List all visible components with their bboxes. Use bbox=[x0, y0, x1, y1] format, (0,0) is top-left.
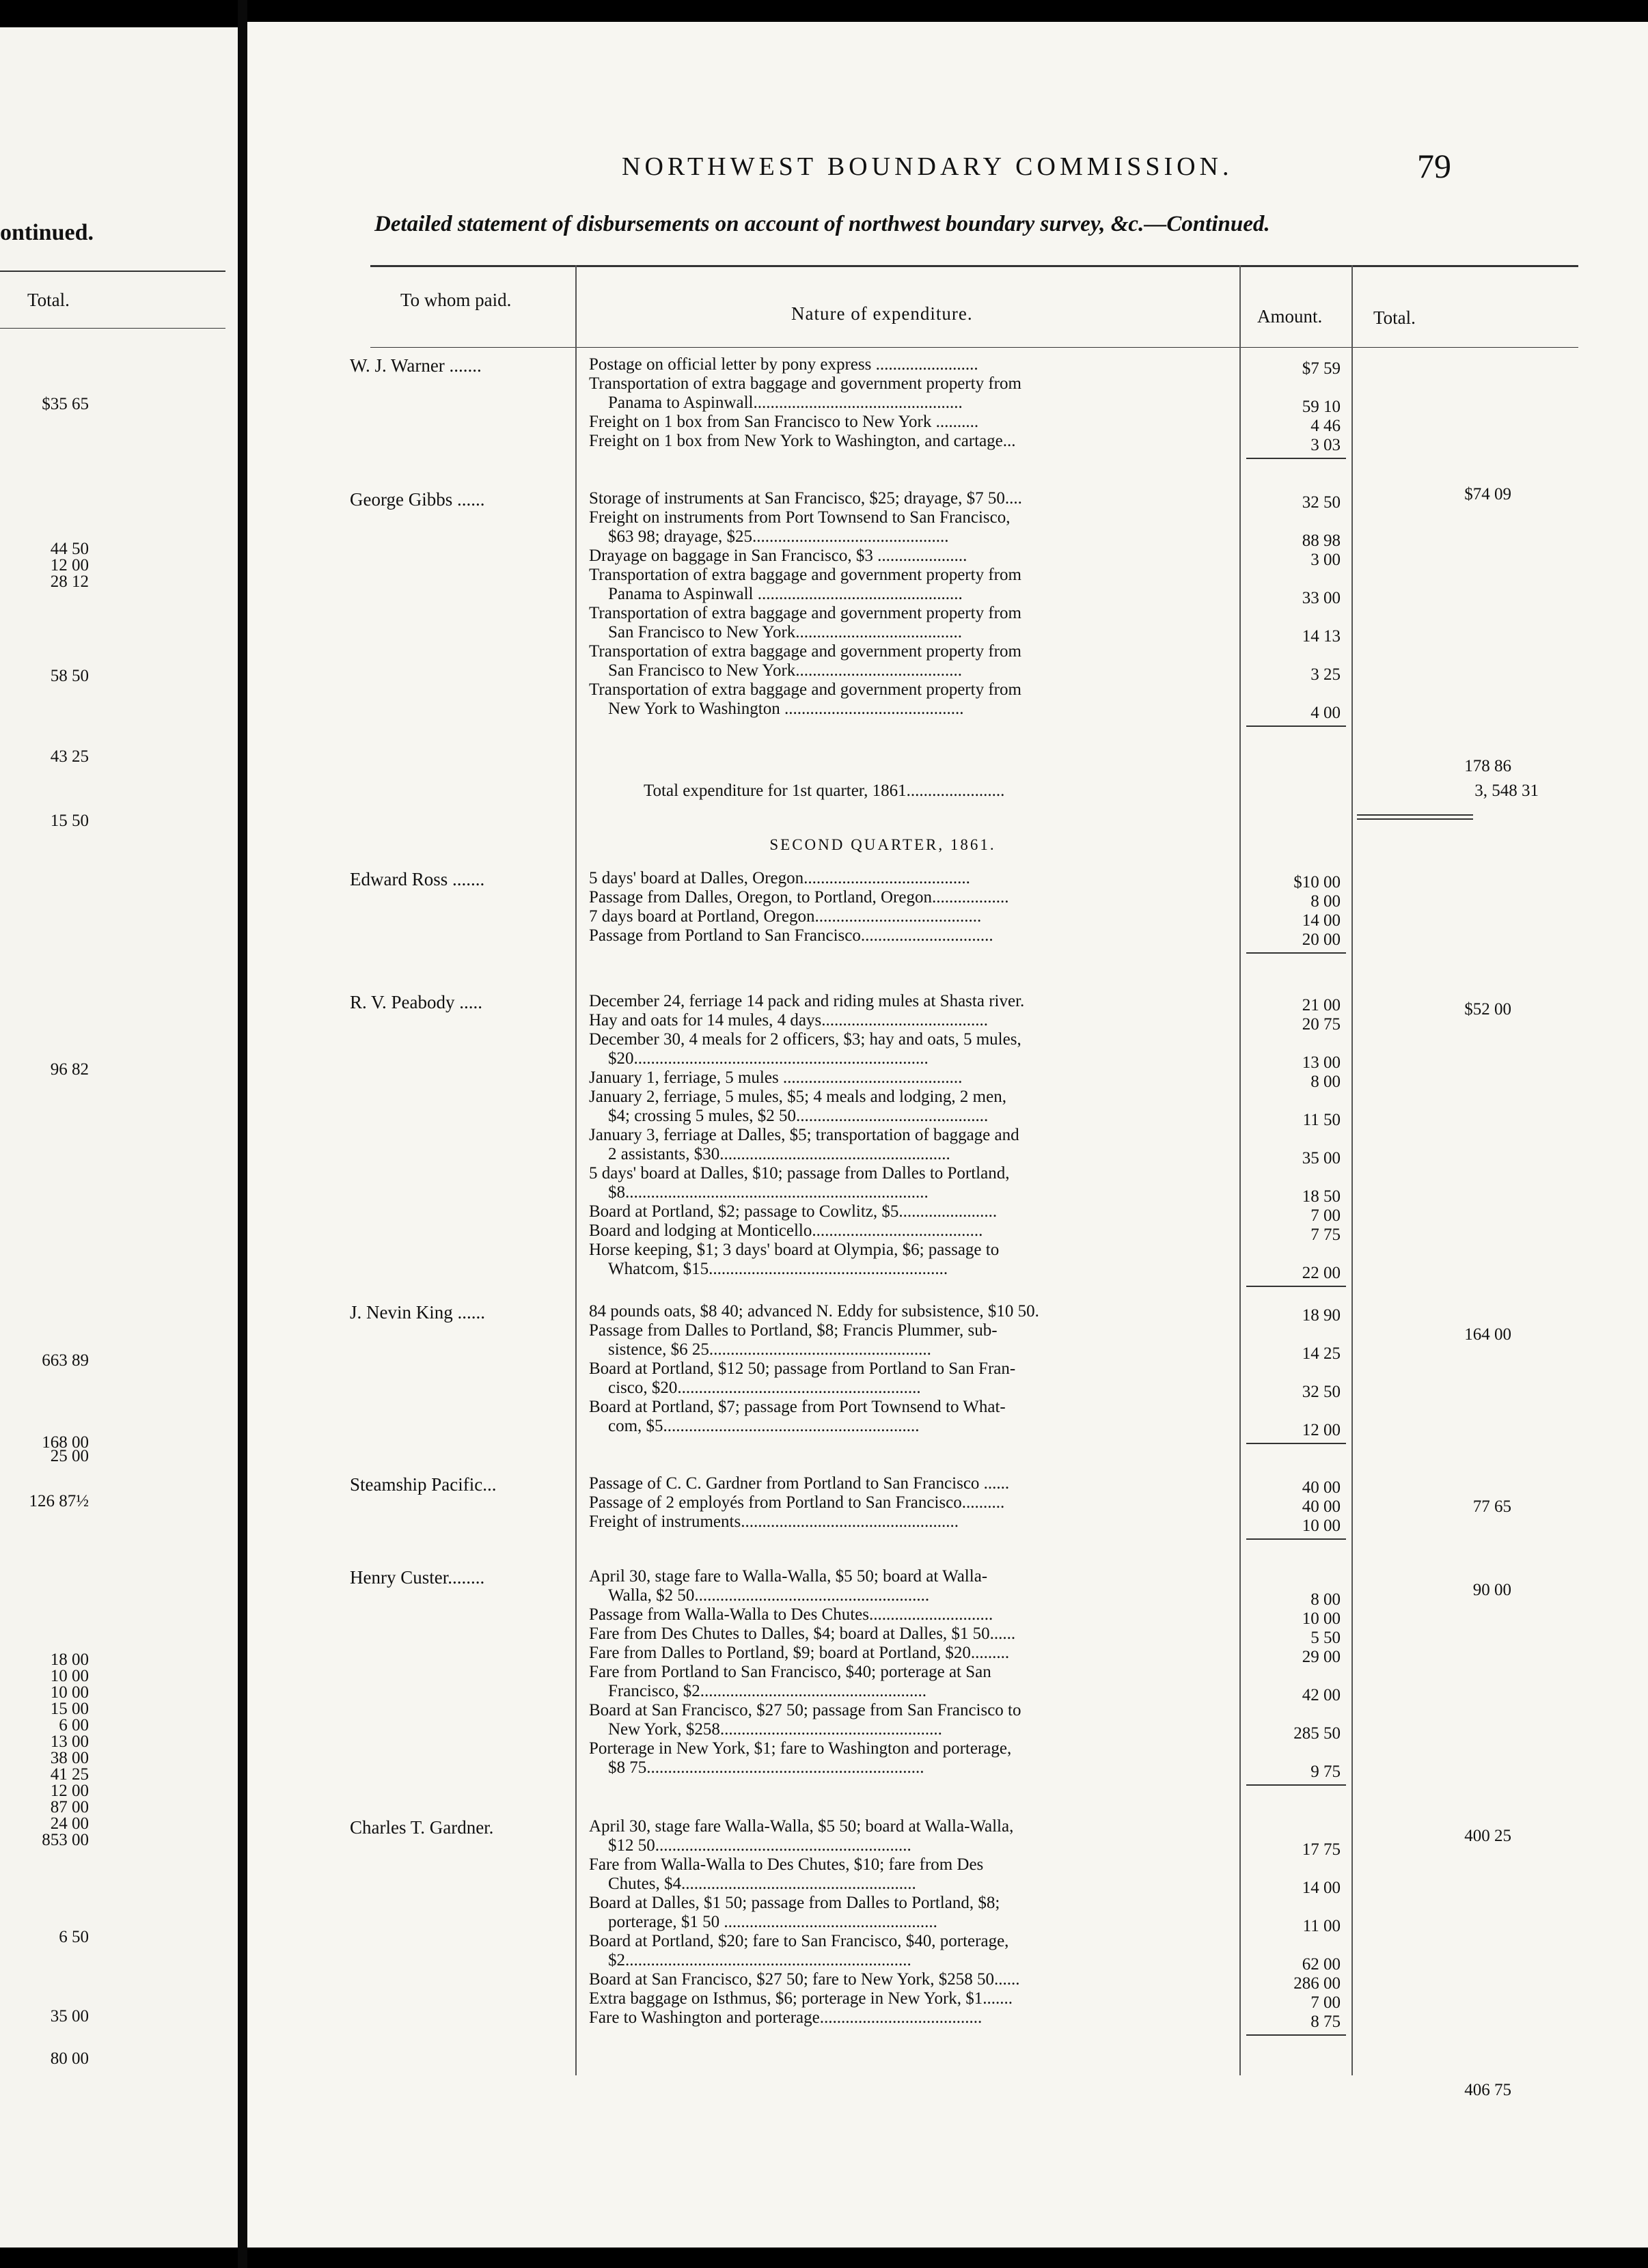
expenditure-line: Storage of instruments at San Francisco, $25; drayage, $7 50.... bbox=[589, 489, 1022, 508]
previous-page-total-value: 58 50 bbox=[50, 667, 89, 685]
expenditure-line: December 24, ferriage 14 pack and riding mules at Shasta river. bbox=[589, 992, 1025, 1010]
previous-page-total-value: 10 00 bbox=[50, 1667, 89, 1685]
amount-cell: 7 00 bbox=[1310, 1993, 1341, 2012]
amount-cell: 14 13 bbox=[1302, 627, 1341, 646]
amount-cell: 14 25 bbox=[1302, 1344, 1341, 1363]
payee-name: R. V. Peabody ..... bbox=[350, 992, 483, 1012]
previous-page-total-value: 10 00 bbox=[50, 1683, 89, 1702]
amount-cell: 8 00 bbox=[1310, 892, 1341, 911]
payee-name: Henry Custer........ bbox=[350, 1567, 485, 1588]
amount-cell: 17 75 bbox=[1302, 1840, 1341, 1859]
amount-cell: $7 59 bbox=[1302, 359, 1341, 378]
expenditure-line: 7 days board at Portland, Oregon....................................... bbox=[589, 907, 982, 926]
expenditure-line: January 3, ferriage at Dalles, $5; transportation of baggage and bbox=[589, 1126, 1019, 1144]
amount-cell: 5 50 bbox=[1310, 1629, 1341, 1647]
expenditure-line: Fare from Walla-Walla to Des Chutes, $10; fare from Des bbox=[589, 1855, 984, 1874]
column-header-payee: To whom paid. bbox=[400, 290, 512, 310]
group-total: 77 65 bbox=[1472, 1497, 1511, 1516]
group-total: 178 86 bbox=[1464, 757, 1511, 775]
expenditure-line: Transportation of extra baggage and government property from bbox=[589, 680, 1021, 699]
expenditure-line: Passage from Dalles to Portland, $8; Francis Plummer, sub- bbox=[589, 1321, 998, 1340]
amount-cell: 11 00 bbox=[1302, 1917, 1341, 1935]
previous-page-total-value: 13 00 bbox=[50, 1732, 89, 1751]
expenditure-line: Fare from Des Chutes to Dalles, $4; board at Dalles, $1 50...... bbox=[589, 1624, 1016, 1643]
group-total: 400 25 bbox=[1464, 1827, 1511, 1845]
previous-page-total-value: 38 00 bbox=[50, 1749, 89, 1767]
expenditure-line: Panama to Aspinwall................................................. bbox=[608, 393, 963, 412]
expenditure-line: Transportation of extra baggage and government property from bbox=[589, 604, 1021, 622]
amount-cell: 285 50 bbox=[1293, 1724, 1341, 1743]
amount-cell: 7 00 bbox=[1310, 1206, 1341, 1225]
expenditure-line: Horse keeping, $1; 3 days' board at Olympia, $6; passage to bbox=[589, 1241, 1000, 1259]
previous-page-total-value: 168 00 bbox=[42, 1433, 89, 1452]
expenditure-line: sistence, $6 25.................................................... bbox=[608, 1340, 931, 1359]
subtotal-rule bbox=[1246, 1538, 1346, 1540]
amount-cell: 3 25 bbox=[1310, 665, 1341, 684]
previous-page-total-value: 87 00 bbox=[50, 1798, 89, 1816]
expenditure-line: December 30, 4 meals for 2 officers, $3; hay and oats, 5 mules, bbox=[589, 1030, 1021, 1049]
expenditure-line: New York to Washington .......................................... bbox=[608, 700, 964, 718]
previous-page-total-value: 18 00 bbox=[50, 1650, 89, 1669]
previous-page-total-value: $35 65 bbox=[42, 395, 89, 413]
amount-cell: 8 00 bbox=[1310, 1590, 1341, 1609]
column-divider bbox=[575, 265, 577, 2075]
subtotal-rule bbox=[1246, 1286, 1346, 1287]
expenditure-line: Francisco, $2..................................................... bbox=[608, 1682, 926, 1700]
previous-page-total-value: 12 00 bbox=[50, 556, 89, 575]
expenditure-line: Chutes, $4....................................................... bbox=[608, 1875, 916, 1893]
previous-page-total-value: 41 25 bbox=[50, 1765, 89, 1784]
amount-cell: 3 03 bbox=[1310, 436, 1341, 454]
amount-cell: 14 00 bbox=[1302, 1879, 1341, 1897]
payee-name: J. Nevin King ...... bbox=[350, 1302, 485, 1323]
amount-cell: 22 00 bbox=[1302, 1264, 1341, 1282]
column-divider bbox=[1351, 265, 1353, 2075]
expenditure-line: cisco, $20......................................................... bbox=[608, 1379, 921, 1397]
subtotal-rule bbox=[1246, 458, 1346, 459]
expenditure-line: Walla, $2 50....................................................... bbox=[608, 1586, 930, 1605]
amount-cell: 13 00 bbox=[1302, 1053, 1341, 1072]
column-divider bbox=[1239, 265, 1241, 2075]
amount-cell: 10 00 bbox=[1302, 1609, 1341, 1628]
expenditure-line: $8....................................................................... bbox=[608, 1183, 929, 1202]
expenditure-line: Passage of C. C. Gardner from Portland to San Francisco ...... bbox=[589, 1474, 1010, 1493]
subtotal-rule bbox=[1246, 2034, 1346, 2036]
payee-name: Steamship Pacific... bbox=[350, 1474, 497, 1495]
group-total: 90 00 bbox=[1472, 1581, 1511, 1599]
amount-cell: 14 00 bbox=[1302, 911, 1341, 930]
expenditure-line: 84 pounds oats, $8 40; advanced N. Eddy for subsistence, $10 50. bbox=[589, 1302, 1039, 1320]
previous-page-total-value: 853 00 bbox=[42, 1831, 89, 1849]
expenditure-line: April 30, stage fare to Walla-Walla, $5 50; board at Walla- bbox=[589, 1567, 988, 1586]
expenditure-line: San Francisco to New York....................................... bbox=[608, 623, 963, 641]
previous-page-rule bbox=[0, 271, 225, 272]
amount-cell: 8 75 bbox=[1310, 2013, 1341, 2031]
previous-page-fragment bbox=[0, 27, 238, 2248]
expenditure-line: January 1, ferriage, 5 mules .......................................... bbox=[589, 1068, 963, 1087]
table-top-rule bbox=[370, 265, 1578, 267]
expenditure-line: Board and lodging at Monticello........................................ bbox=[589, 1221, 983, 1240]
amount-cell: 4 00 bbox=[1310, 704, 1341, 722]
quarter-total-label: Total expenditure for 1st quarter, 1861....................... bbox=[644, 782, 1005, 800]
amount-cell: 62 00 bbox=[1302, 1955, 1341, 1974]
previous-page-total-value: 25 00 bbox=[50, 1447, 89, 1465]
previous-page-total-value: 6 00 bbox=[59, 1716, 89, 1734]
column-header-nature: Nature of expenditure. bbox=[791, 303, 973, 324]
expenditure-line: $20..................................................................... bbox=[608, 1049, 929, 1068]
amount-cell: 7 75 bbox=[1310, 1226, 1341, 1244]
expenditure-line: Fare from Portland to San Francisco, $40; porterage at San bbox=[589, 1663, 991, 1681]
expenditure-line: Board at San Francisco, $27 50; fare to New York, $258 50...... bbox=[589, 1970, 1020, 1989]
amount-cell: 21 00 bbox=[1302, 996, 1341, 1014]
page-gutter bbox=[238, 0, 247, 2268]
expenditure-line: $63 98; drayage, $25.............................................. bbox=[608, 527, 949, 546]
expenditure-line: Fare to Washington and porterage...................................... bbox=[589, 2008, 983, 2027]
column-header-total: Total. bbox=[1373, 307, 1416, 328]
previous-page-total-value: 43 25 bbox=[50, 747, 89, 766]
expenditure-line: Passage from Portland to San Francisco............................... bbox=[589, 926, 993, 945]
group-total: $74 09 bbox=[1464, 485, 1511, 503]
expenditure-line: 5 days' board at Dalles, Oregon....................................... bbox=[589, 869, 970, 887]
previous-page-total-value: 28 12 bbox=[50, 572, 89, 591]
previous-page-total-value: 24 00 bbox=[50, 1814, 89, 1833]
subtotal-rule bbox=[1246, 952, 1346, 954]
quarter-total-value: 3, 548 31 bbox=[1474, 782, 1539, 800]
previous-page-total-value: 96 82 bbox=[50, 1060, 89, 1079]
amount-cell: 12 00 bbox=[1302, 1421, 1341, 1439]
previous-page-total-value: 80 00 bbox=[50, 2049, 89, 2068]
table-subtitle: Detailed statement of disbursements on account of northwest boundary survey, &c.—Continued. bbox=[374, 212, 1270, 236]
expenditure-line: Board at Portland, $12 50; passage from Portland to San Fran- bbox=[589, 1359, 1016, 1378]
amount-cell: 35 00 bbox=[1302, 1149, 1341, 1167]
amount-cell: 11 50 bbox=[1302, 1111, 1341, 1129]
payee-name: W. J. Warner ....... bbox=[350, 355, 482, 376]
amount-cell: 32 50 bbox=[1302, 1383, 1341, 1401]
amount-cell: 9 75 bbox=[1310, 1762, 1341, 1781]
amount-cell: 18 50 bbox=[1302, 1187, 1341, 1206]
previous-page-rule bbox=[0, 328, 225, 329]
previous-page-total-value: 44 50 bbox=[50, 540, 89, 558]
expenditure-line: Panama to Aspinwall ................................................ bbox=[608, 585, 963, 603]
expenditure-line: Board at Dalles, $1 50; passage from Dalles to Portland, $8; bbox=[589, 1894, 1000, 1912]
amount-cell: 42 00 bbox=[1302, 1686, 1341, 1704]
expenditure-line: Board at Portland, $2; passage to Cowlitz, $5....................... bbox=[589, 1202, 998, 1221]
amount-cell: 33 00 bbox=[1302, 589, 1341, 607]
expenditure-line: Fare from Dalles to Portland, $9; board at Portland, $20......... bbox=[589, 1644, 1010, 1662]
previous-page-total-value: 6 50 bbox=[59, 1928, 89, 1946]
expenditure-line: 5 days' board at Dalles, $10; passage from Dalles to Portland, bbox=[589, 1164, 1010, 1183]
expenditure-line: Board at San Francisco, $27 50; passage from San Francisco to bbox=[589, 1701, 1021, 1719]
amount-cell: $10 00 bbox=[1293, 873, 1341, 891]
expenditure-line: Porterage in New York, $1; fare to Washington and porterage, bbox=[589, 1739, 1012, 1758]
expenditure-line: Whatcom, $15........................................................ bbox=[608, 1260, 948, 1278]
amount-cell: 10 00 bbox=[1302, 1517, 1341, 1535]
expenditure-line: Freight of instruments................................................... bbox=[589, 1512, 959, 1531]
expenditure-line: Postage on official letter by pony express ........................ bbox=[589, 355, 978, 374]
expenditure-line: Transportation of extra baggage and government property from bbox=[589, 566, 1021, 584]
previous-page-total-value: 126 87½ bbox=[29, 1492, 89, 1510]
payee-name: Charles T. Gardner. bbox=[350, 1817, 494, 1838]
amount-cell: 8 00 bbox=[1310, 1073, 1341, 1091]
expenditure-line: Freight on instruments from Port Townsend to San Francisco, bbox=[589, 508, 1011, 527]
expenditure-line: Freight on 1 box from San Francisco to New York .......... bbox=[589, 413, 979, 431]
payee-name: Edward Ross ....... bbox=[350, 869, 485, 889]
expenditure-line: Board at Portland, $7; passage from Port Townsend to What- bbox=[589, 1398, 1006, 1416]
second-quarter-heading: SECOND QUARTER, 1861. bbox=[769, 836, 996, 853]
expenditure-line: Board at Portland, $20; fare to San Francisco, $40, porterage, bbox=[589, 1932, 1009, 1950]
amount-cell: 29 00 bbox=[1302, 1648, 1341, 1666]
expenditure-line: $12 50............................................................ bbox=[608, 1836, 911, 1855]
amount-cell: 40 00 bbox=[1302, 1478, 1341, 1497]
double-rule bbox=[1357, 814, 1473, 816]
running-title: NORTHWEST BOUNDARY COMMISSION. bbox=[622, 152, 1233, 181]
expenditure-line: January 2, ferriage, 5 mules, $5; 4 meals and lodging, 2 men, bbox=[589, 1088, 1006, 1106]
expenditure-line: Passage from Dalles, Oregon, to Portland, Oregon.................. bbox=[589, 888, 1009, 907]
expenditure-line: com, $5............................................................ bbox=[608, 1417, 920, 1435]
amount-cell: 3 00 bbox=[1310, 551, 1341, 569]
expenditure-line: Transportation of extra baggage and government property from bbox=[589, 642, 1021, 661]
previous-page-total-header: Total. bbox=[27, 290, 70, 310]
expenditure-line: April 30, stage fare Walla-Walla, $5 50; board at Walla-Walla, bbox=[589, 1817, 1014, 1836]
subtotal-rule bbox=[1246, 1443, 1346, 1444]
subtotal-rule bbox=[1246, 1784, 1346, 1786]
previous-page-total-value: 35 00 bbox=[50, 2007, 89, 2025]
expenditure-line: Hay and oats for 14 mules, 4 days....................................... bbox=[589, 1011, 988, 1029]
expenditure-line: Extra baggage on Isthmus, $6; porterage in New York, $1....... bbox=[589, 1989, 1013, 2008]
double-rule bbox=[1357, 818, 1473, 820]
amount-cell: 4 46 bbox=[1310, 417, 1341, 435]
amount-cell: 18 90 bbox=[1302, 1306, 1341, 1325]
subtotal-rule bbox=[1246, 725, 1346, 727]
page-number: 79 bbox=[1417, 147, 1451, 185]
expenditure-line: Drayage on baggage in San Francisco, $3 ..................... bbox=[589, 547, 967, 565]
expenditure-line: 2 assistants, $30...................................................... bbox=[608, 1145, 950, 1163]
group-total: $52 00 bbox=[1464, 1000, 1511, 1019]
group-total: 164 00 bbox=[1464, 1325, 1511, 1344]
amount-cell: 286 00 bbox=[1293, 1974, 1341, 1993]
expenditure-line: New York, $258.................................................... bbox=[608, 1720, 942, 1739]
amount-cell: 40 00 bbox=[1302, 1497, 1341, 1516]
expenditure-line: San Francisco to New York....................................... bbox=[608, 661, 963, 680]
payee-name: George Gibbs ...... bbox=[350, 489, 485, 510]
expenditure-line: Transportation of extra baggage and government property from bbox=[589, 374, 1021, 393]
expenditure-line: $8 75................................................................. bbox=[608, 1758, 924, 1777]
previous-page-total-value: 663 89 bbox=[42, 1351, 89, 1370]
amount-cell: 32 50 bbox=[1302, 493, 1341, 512]
expenditure-line: Freight on 1 box from New York to Washington, and cartage... bbox=[589, 432, 1016, 450]
previous-page-total-value: 15 00 bbox=[50, 1700, 89, 1718]
previous-page-total-value: 15 50 bbox=[50, 812, 89, 830]
expenditure-line: Passage of 2 employés from Portland to San Francisco.......... bbox=[589, 1493, 1005, 1512]
amount-cell: 88 98 bbox=[1302, 531, 1341, 550]
document-page bbox=[247, 22, 1648, 2248]
amount-cell: 59 10 bbox=[1302, 398, 1341, 416]
column-header-amount: Amount. bbox=[1257, 306, 1323, 327]
expenditure-line: $2................................................................... bbox=[608, 1951, 911, 1969]
previous-page-heading: ontinued. bbox=[0, 220, 94, 245]
amount-cell: 20 00 bbox=[1302, 930, 1341, 949]
header-bottom-rule bbox=[370, 347, 1578, 348]
group-total: 406 75 bbox=[1464, 2081, 1511, 2099]
expenditure-line: $4; crossing 5 mules, $2 50............................................. bbox=[608, 1107, 989, 1125]
expenditure-line: Passage from Walla-Walla to Des Chutes............................. bbox=[589, 1605, 993, 1624]
expenditure-line: porterage, $1 50 .................................................. bbox=[608, 1913, 937, 1931]
previous-page-total-value: 12 00 bbox=[50, 1782, 89, 1800]
amount-cell: 20 75 bbox=[1302, 1015, 1341, 1034]
